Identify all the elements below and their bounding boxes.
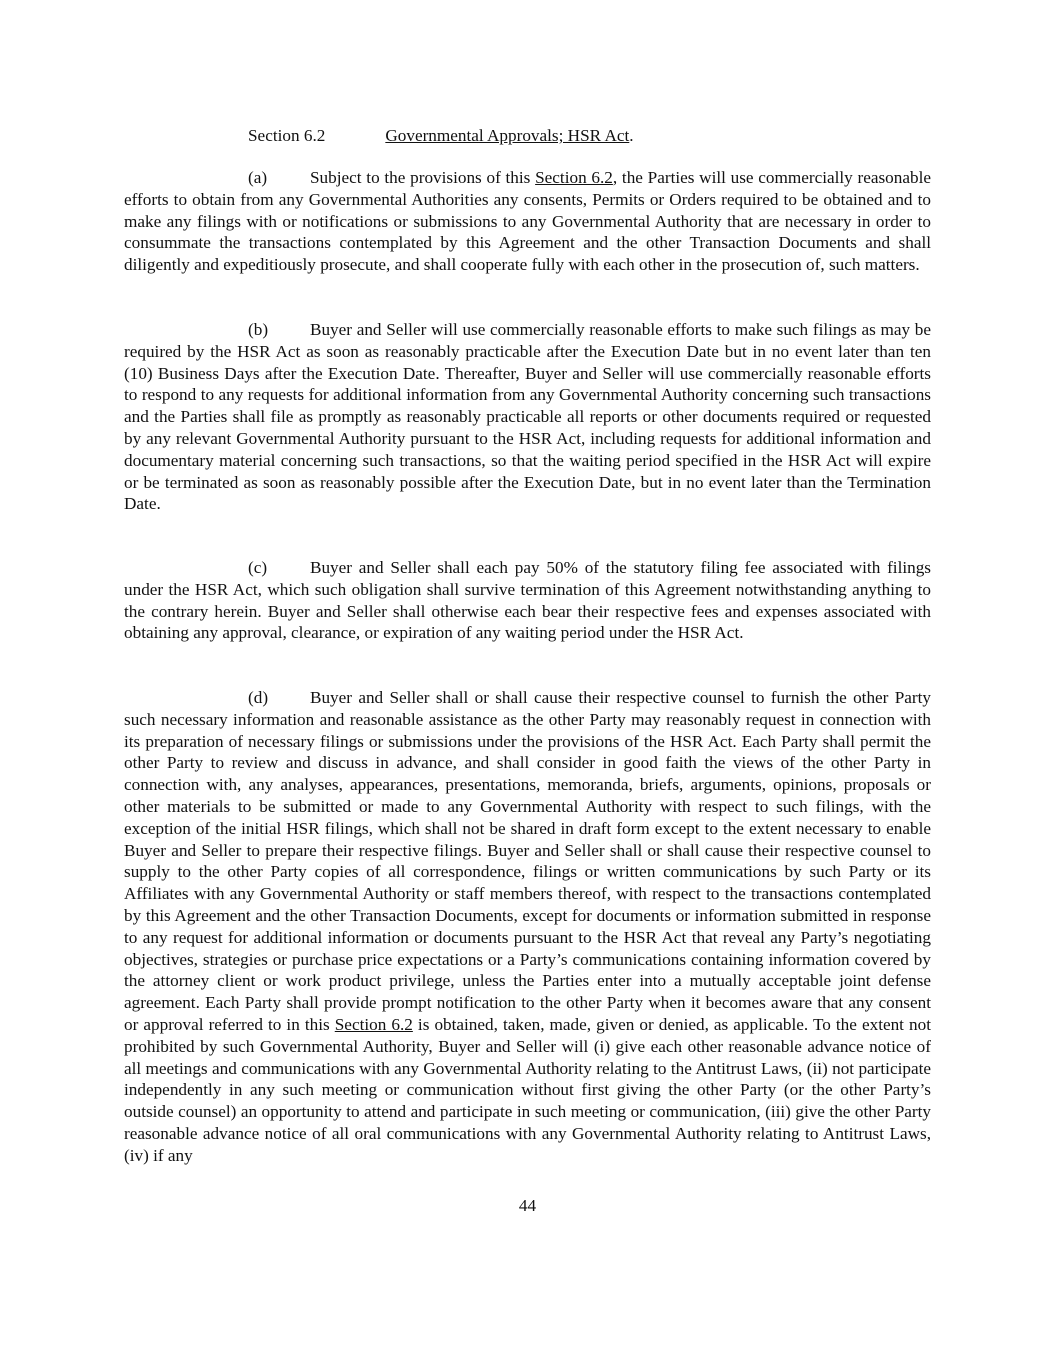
- paragraph-label: (c): [248, 558, 268, 577]
- section-heading: [248, 125, 634, 147]
- paragraph-text: is obtained, taken, made, given or denied, as applicable. To the extent not prohibited by such Governmental Authority, Buyer and Seller will (i) give each other reasonable advance notice of all meetings and communications with any Governmental Authority relating to the Antitrust Laws, (ii) not participate independently in any such meeting or communication without first giving the other Party (or the other Party’s outside counsel) an opportunity to attend and participate in such meeting or communication, (iii) give the other Party reasonable advance notice of all oral communications with any Governmental Authority relating to Antitrust Laws, (iv) if any: [124, 1014, 931, 1165]
- section-reference: Section 6.2: [535, 168, 613, 187]
- paragraph-text: Subject to the provisions of this: [310, 168, 536, 187]
- paragraph-c: [124, 557, 931, 644]
- paragraph-label: (d): [248, 688, 269, 707]
- paragraph-d: [124, 687, 931, 1167]
- paragraph-text: Buyer and Seller shall each pay 50% of the statutory filing fee associated with filings under the HSR Act, which such obligation shall survive termination of this Agreement notwithstanding anything to the contrary herein. Buyer and Seller shall otherwise each bear their respective fees and expenses associated with obtaining any approval, clearance, or expiration of any waiting period under the HSR Act.: [124, 558, 931, 643]
- section-reference: Section 6.2: [334, 1014, 413, 1034]
- paragraph-label: (a): [248, 168, 268, 187]
- paragraph-text: , the Parties will use commercially reasonable efforts to obtain from any Governmental Authorities any consents, Permits or Orders required to be obtained and to make any filings with or notifications or submissions to any Governmental Authority that are necessary in order to consummate the transactions contemplated by this Agreement and the other Transaction Documents and shall diligently and expeditiously prosecute, and shall cooperate fully with each other in the prosecution of, such matters.: [124, 168, 931, 275]
- paragraph-a: [124, 167, 931, 276]
- paragraph-label: (b): [248, 320, 269, 339]
- paragraph-text: Buyer and Seller shall or shall cause their respective counsel to furnish the other Party such necessary information and reasonable assistance as the other Party may reasonably request in connection with its preparation of necessary filings or submissions under the provisions of the HSR Act. Each Party shall permit the other Party to review and discuss in advance, and shall consider in good faith the views of the other Party in connection with, any analyses, appearances, presentations, memoranda, briefs, arguments, opinions, proposals or other materials to be submitted or made to any Governmental Authority with respect to such filings, with the exception of the initial HSR filings, which shall not be shared in draft form except to the extent necessary to enable Buyer and Seller to prepare their respective filings. Buyer and Seller shall or shall cause their respective counsel to supply to the other Party copies of all correspondence, filings or written communications by such Party or its Affiliates with any Governmental Authority or staff members thereof, with respect to the transactions contemplated by this Agreement and the other Transaction Documents, except for documents or information submitted in response to any request for additional information or documents pursuant to the HSR Act that reveal any Party’s negotiating objectives, strategies or purchase price expectations or a Party’s communications containing information covered by the attorney client or work product privilege, unless the Parties enter into a mutually acceptable joint defense agreement. Each Party shall provide prompt notification to the other Party when it becomes aware that any consent or approval referred to in this: [124, 688, 931, 1034]
- page-number: 44: [518, 1196, 537, 1215]
- section-title: Governmental Approvals; HSR Act: [385, 126, 630, 145]
- section-title-punctuation: .: [629, 126, 634, 145]
- paragraph-b: [124, 319, 931, 515]
- paragraph-text: Buyer and Seller will use commercially reasonable efforts to make such filings as may be required by the HSR Act as soon as reasonably practicable after the Execution Date but in no event later than ten (10) Business Days after the Execution Date. Thereafter, Buyer and Seller will use commercially reasonable efforts to respond to any requests for additional information from any Governmental Authority concerning such transactions and the Parties shall file as promptly as reasonably practicable all reports or other documents required or requested by any relevant Governmental Authority pursuant to the HSR Act, including requests for additional information and documentary material concerning such transactions, so that the waiting period specified in the HSR Act will expire or be terminated as soon as reasonably possible after the Execution Date, but in no event later than the Termination Date.: [124, 320, 931, 514]
- section-number: Section 6.2: [248, 126, 326, 145]
